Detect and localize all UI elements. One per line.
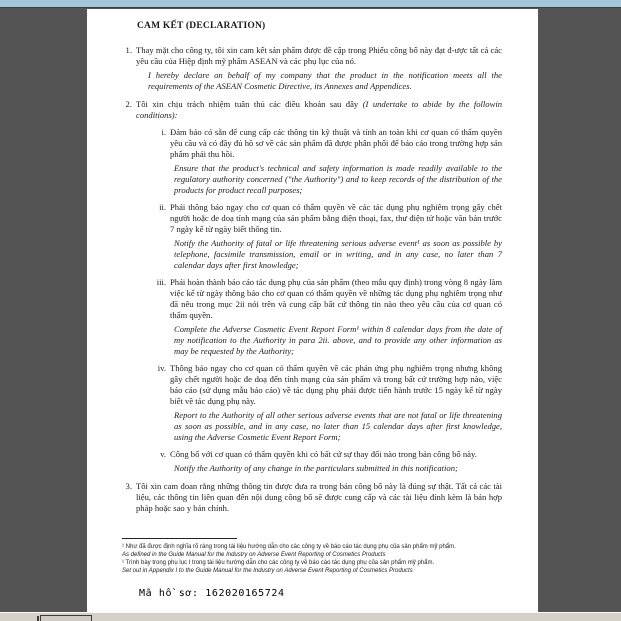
sub-item-i bbox=[152, 127, 502, 196]
footnote-2-english: Set out in Appendix I to the Guide Manual for the Industry on Adverse Event Reporting of Cosmetics Products bbox=[122, 568, 413, 574]
scrollbar-thumb[interactable] bbox=[40, 615, 92, 621]
sub-item-number: iv. bbox=[157, 363, 166, 373]
item-3-vietnamese-text: Tôi xin cam đoan rằng những thông tin được đưa ra trong bản công bố này là đúng sự thật. Tất cả các tài liệu, các thông tin liên quan đến nội dung công bố sẽ được cung cấp và các tài liệu đính kèm là bản hợp pháp hoặc sao y bản chính. bbox=[136, 481, 502, 513]
sub-item-i-english-text: Ensure that the product's technical and safety information is made readily available to the regulatory authority concerned ("the Authority") and to keep records of the distribution of the products for product recall purposes; bbox=[174, 163, 502, 195]
file-code-label: Mã hồ sơ: bbox=[139, 588, 199, 599]
horizontal-scrollbar-track[interactable] bbox=[0, 612, 621, 621]
document-page bbox=[87, 9, 538, 612]
document-title: CAM KẾT (DECLARATION) bbox=[137, 21, 266, 31]
sub-item-iv bbox=[152, 363, 502, 443]
scrollbar-tick bbox=[37, 616, 39, 621]
sub-item-i-vietnamese-text: Đảm bảo có sẵn để cung cấp các thông tin kỹ thuật và tính an toàn khi cơ quan có thẩm quyền yêu cầu và có đầy đủ hồ sơ về các sản phẩm đã được phân phối để báo cáo trong trường hợp sản phẩm phải thu hồi. bbox=[170, 127, 502, 159]
sub-item-ii-english-text: Notify the Authority of fatal or life threatening serious adverse event¹ as soon as possible by telephone, facsimile transmission, email or in writing, and in any case, no later than 7 calendar days after first knowledge; bbox=[174, 238, 502, 270]
footnote-2-vietnamese: ¹ Trình bày trong phụ lục I trong tài liệu hướng dẫn cho các công ty về báo cáo tác dụng phụ của sản phẩm mỹ phẩm. bbox=[122, 560, 435, 566]
sub-item-iv-vietnamese-text: Thông báo ngay cho cơ quan có thẩm quyền về các phản ứng phụ nghiêm trọng nhưng không gây chết người hoặc đe doạ đến tính mạng của sản phẩm và trong bất cứ trường hợp nào, việc báo cáo (sử dụng mẫu báo cáo) về tác dụng phụ phải được tiến hành trước 15 ngày kể từ ngày biết về tác dụng phụ này. bbox=[170, 363, 502, 406]
sub-item-v-vietnamese-text: Công bố với cơ quan có thẩm quyền khi có bất cứ sự thay đổi nào trong bản công bố này. bbox=[170, 449, 477, 459]
footnotes-block bbox=[122, 543, 502, 575]
item-2-intro bbox=[136, 99, 502, 121]
file-code-line bbox=[139, 588, 502, 599]
sub-item-number: i. bbox=[161, 127, 166, 137]
item-number: 2. bbox=[125, 99, 132, 109]
item-1-english-text: I hereby declare on behalf of my company that the product in the notification meets all the requirements of the ASEAN Cosmetic Directive, its Annexes and Appendices. bbox=[148, 70, 502, 91]
sub-item-iii bbox=[152, 277, 502, 357]
footnote-1-vietnamese: ¹ Như đã được định nghĩa rõ ràng trong tài liệu hướng dẫn cho các công ty về báo cáo tác dụng phụ của sản phẩm mỹ phẩm. bbox=[122, 544, 456, 550]
window-title-bar-edge bbox=[0, 0, 621, 8]
sub-item-v-english-text: Notify the Authority of any change in the particulars submitted in this notification; bbox=[174, 463, 458, 473]
item-2-intro-english: (I undertake to abide by the followin conditions): bbox=[136, 99, 503, 120]
sub-item-v bbox=[152, 449, 502, 474]
item-number: 3. bbox=[125, 481, 132, 491]
item-1-vietnamese-text: Thay mặt cho công ty, tôi xin cam kết sản phẩm được đề cập trong Phiếu công bố này đạt đ-ược tất cả các yêu cầu của Hiệp định mỹ phẩm ASEAN và các phụ lục của nó. bbox=[136, 45, 502, 66]
sub-item-iii-english-text: Complete the Adverse Cosmetic Event Report Form¹ within 8 calendar days from the date of my notification to the Authority in para 2ii. above, and to provide any other information as may be requested by the Authority; bbox=[174, 324, 502, 356]
declaration-item-1 bbox=[122, 45, 502, 92]
footnote-1-english: As defined in the Guide Manual for the Industry on Adverse Event Reporting of Cosmetics Products bbox=[122, 552, 386, 558]
sub-item-number: v. bbox=[160, 449, 166, 459]
item-number: 1. bbox=[125, 45, 132, 55]
declaration-item-2 bbox=[122, 99, 502, 474]
footnote-separator-line bbox=[122, 538, 237, 539]
document-content bbox=[87, 9, 538, 599]
sub-item-iv-english-text: Report to the Authority of all other serious adverse events that are not fatal or life threatening as soon as possible, and in any case, no later than 15 calendar days after first knowledge, using the Adverse Cosmetic Event Report Form; bbox=[174, 410, 502, 442]
sub-item-iii-vietnamese-text: Phải hoàn thành báo cáo tác dụng phụ của sản phẩm (theo mẫu quy định) trong vòng 8 ngày làm việc kể từ ngày thông báo cho cơ quan có thẩm quyền về những tác dụng phụ nghiêm trọng như đã nêu trong mục 2ii nói trên và cung cấp bất cứ thông tin nào theo yêu cầu của cơ quan có thẩm quyền. bbox=[170, 277, 502, 320]
sub-item-number: iii. bbox=[156, 277, 166, 287]
sub-item-ii bbox=[152, 202, 502, 271]
sub-item-ii-vietnamese-text: Phải thông báo ngay cho cơ quan có thẩm quyền về các tác dụng phụ nghiêm trọng gây chết người hoặc đe doạ tính mạng của sản phẩm bằng điện thoại, fax, thư điện tử hoặc văn bản trước 7 ngày kể từ ngày biết thông tin. bbox=[170, 202, 502, 234]
item-2-intro-vietnamese: Tôi xin chịu trách nhiệm tuân thủ các điều khoản sau đây bbox=[136, 99, 363, 109]
file-code-value: 162020165724 bbox=[205, 588, 285, 599]
declaration-item-3 bbox=[122, 481, 502, 514]
sub-item-number: ii. bbox=[159, 202, 166, 212]
